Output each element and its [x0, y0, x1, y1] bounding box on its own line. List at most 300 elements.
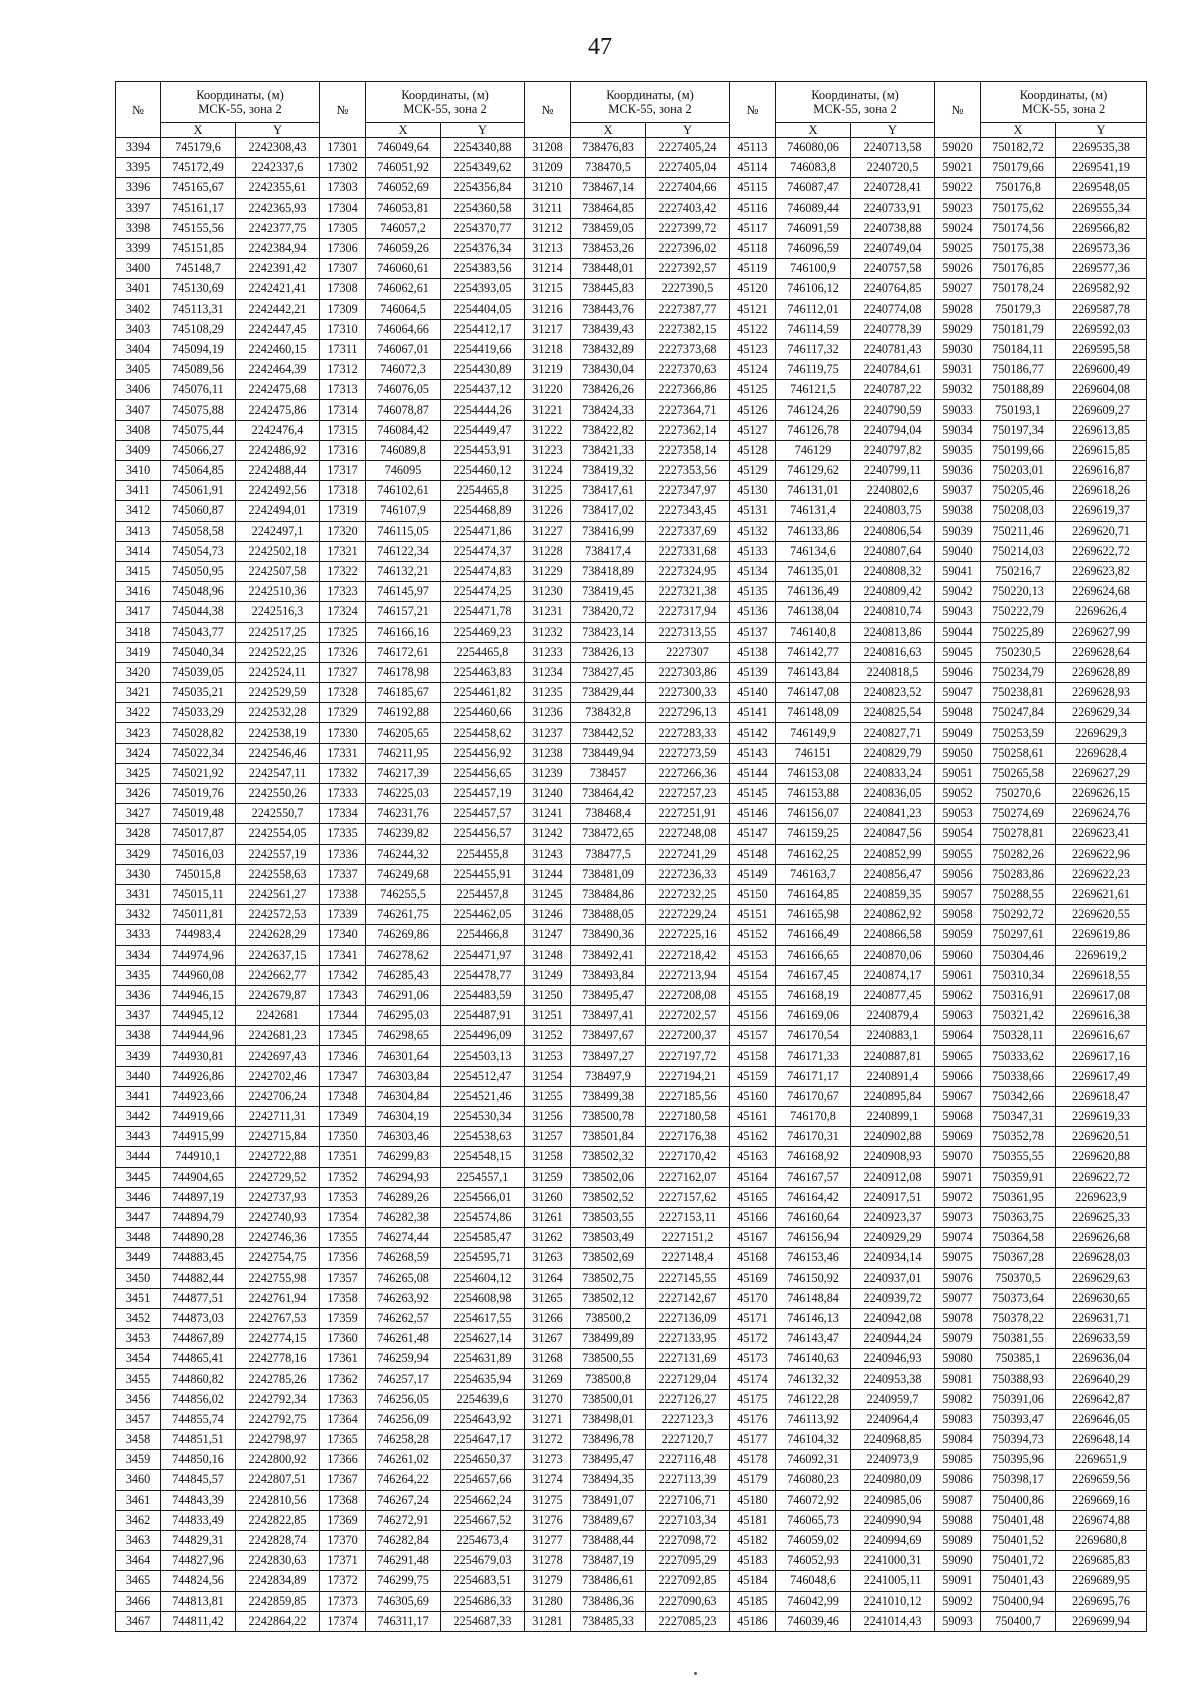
y-coordinate-cell: 2269628,4 [1056, 743, 1147, 763]
y-coordinate-cell: 2254574,86 [441, 1207, 525, 1227]
table-row [116, 1006, 1147, 1026]
x-coordinate-cell: 738500,8 [571, 1369, 646, 1389]
point-number-cell: 17324 [320, 602, 366, 622]
y-coordinate-cell: 2240784,61 [851, 360, 935, 380]
x-coordinate-cell: 738486,36 [571, 1591, 646, 1611]
x-coordinate-cell: 746304,84 [366, 1086, 441, 1106]
point-number-cell: 59056 [935, 864, 981, 884]
y-coordinate-cell: 2254595,71 [441, 1248, 525, 1268]
y-coordinate-cell: 2242492,56 [236, 481, 320, 501]
y-coordinate-cell: 2240944,24 [851, 1329, 935, 1349]
point-number-cell: 31280 [525, 1591, 571, 1611]
x-coordinate-cell: 745050,95 [161, 561, 236, 581]
y-coordinate-cell: 2242421,41 [236, 279, 320, 299]
point-number-cell: 17356 [320, 1248, 366, 1268]
y-coordinate-cell: 2254474,83 [441, 561, 525, 581]
point-number-cell: 17312 [320, 360, 366, 380]
x-coordinate-cell: 746301,64 [366, 1046, 441, 1066]
y-coordinate-cell: 2254393,05 [441, 279, 525, 299]
x-coordinate-cell: 750203,01 [981, 461, 1056, 481]
y-coordinate-cell: 2240823,52 [851, 683, 935, 703]
x-coordinate-cell: 746049,64 [366, 138, 441, 158]
table-row [116, 1248, 1147, 1268]
x-coordinate-cell: 750361,95 [981, 1187, 1056, 1207]
x-coordinate-cell: 745043,77 [161, 622, 236, 642]
point-number-cell: 3398 [116, 218, 161, 238]
table-row [116, 1430, 1147, 1450]
point-number-cell: 31267 [525, 1329, 571, 1349]
point-number-cell: 31210 [525, 178, 571, 198]
y-coordinate-cell: 2269699,94 [1056, 1611, 1147, 1631]
x-coordinate-cell: 750270,6 [981, 784, 1056, 804]
point-number-cell: 45158 [730, 1046, 776, 1066]
table-row [116, 804, 1147, 824]
point-number-cell: 17348 [320, 1086, 366, 1106]
y-coordinate-cell: 2254673,4 [441, 1530, 525, 1550]
y-coordinate-cell: 2240879,4 [851, 1006, 935, 1026]
y-coordinate-cell: 2254557,1 [441, 1167, 525, 1187]
x-coordinate-cell: 746140,8 [776, 622, 851, 642]
point-number-cell: 3432 [116, 905, 161, 925]
point-number-cell: 45129 [730, 461, 776, 481]
x-coordinate-cell: 746169,06 [776, 1006, 851, 1026]
point-number-cell: 17373 [320, 1591, 366, 1611]
y-coordinate-cell: 2242308,43 [236, 138, 320, 158]
x-coordinate-cell: 746160,64 [776, 1207, 851, 1227]
point-number-cell: 45150 [730, 884, 776, 904]
y-coordinate-cell: 2227116,48 [646, 1450, 730, 1470]
point-number-cell: 45147 [730, 824, 776, 844]
point-number-cell: 59050 [935, 743, 981, 763]
x-coordinate-cell: 738502,52 [571, 1187, 646, 1207]
y-coordinate-cell: 2254647,17 [441, 1430, 525, 1450]
x-coordinate-cell: 746136,49 [776, 582, 851, 602]
x-coordinate-cell: 745089,56 [161, 360, 236, 380]
point-number-cell: 31272 [525, 1430, 571, 1450]
point-number-cell: 45138 [730, 642, 776, 662]
x-coordinate-cell: 746053,81 [366, 198, 441, 218]
y-coordinate-cell: 2240908,93 [851, 1147, 935, 1167]
point-number-cell: 17345 [320, 1026, 366, 1046]
y-coordinate-cell: 2269633,59 [1056, 1329, 1147, 1349]
y-coordinate-cell: 2254453,91 [441, 440, 525, 460]
point-number-cell: 3404 [116, 339, 161, 359]
y-coordinate-cell: 2254548,15 [441, 1147, 525, 1167]
y-coordinate-cell: 2240802,6 [851, 481, 935, 501]
x-coordinate-cell: 746269,86 [366, 925, 441, 945]
y-coordinate-cell: 2269627,99 [1056, 622, 1147, 642]
x-coordinate-cell: 745028,82 [161, 723, 236, 743]
x-coordinate-cell: 746205,65 [366, 723, 441, 743]
x-coordinate-cell: 746039,46 [776, 1611, 851, 1631]
x-coordinate-cell: 746112,01 [776, 299, 851, 319]
table-row [116, 400, 1147, 420]
y-coordinate-cell: 2227283,33 [646, 723, 730, 743]
y-coordinate-cell: 2240874,17 [851, 965, 935, 985]
y-coordinate-cell: 2240757,58 [851, 259, 935, 279]
x-coordinate-cell: 746117,32 [776, 339, 851, 359]
header-row-titles [116, 82, 1147, 123]
x-coordinate-cell: 738495,47 [571, 985, 646, 1005]
y-coordinate-cell: 2227229,24 [646, 905, 730, 925]
y-coordinate-cell: 2240825,54 [851, 703, 935, 723]
x-coordinate-cell: 746135,01 [776, 561, 851, 581]
y-coordinate-cell: 2227399,72 [646, 218, 730, 238]
point-number-cell: 3456 [116, 1389, 161, 1409]
coordinates-title: Координаты, (м) [196, 88, 284, 102]
y-coordinate-cell: 2242384,94 [236, 238, 320, 258]
y-coordinate-cell: 2227337,69 [646, 521, 730, 541]
column-header-number: № [935, 82, 981, 138]
point-number-cell: 45130 [730, 481, 776, 501]
point-number-cell: 31258 [525, 1147, 571, 1167]
y-coordinate-cell: 2227145,55 [646, 1268, 730, 1288]
table-row [116, 299, 1147, 319]
point-number-cell: 45127 [730, 420, 776, 440]
point-number-cell: 45162 [730, 1127, 776, 1147]
y-coordinate-cell: 2242538,19 [236, 723, 320, 743]
x-coordinate-cell: 745108,29 [161, 319, 236, 339]
y-coordinate-cell: 2242822,85 [236, 1510, 320, 1530]
x-coordinate-cell: 746091,59 [776, 218, 851, 238]
y-coordinate-cell: 2254465,8 [441, 642, 525, 662]
point-number-cell: 3409 [116, 440, 161, 460]
x-coordinate-cell: 750278,81 [981, 824, 1056, 844]
y-coordinate-cell: 2269617,49 [1056, 1066, 1147, 1086]
y-coordinate-cell: 2254617,55 [441, 1308, 525, 1328]
x-coordinate-cell: 744813,81 [161, 1591, 236, 1611]
y-coordinate-cell: 2242337,6 [236, 158, 320, 178]
y-coordinate-cell: 2242460,15 [236, 339, 320, 359]
y-coordinate-cell: 2240781,43 [851, 339, 935, 359]
x-coordinate-cell: 745155,56 [161, 218, 236, 238]
point-number-cell: 3400 [116, 259, 161, 279]
x-coordinate-cell: 746083,8 [776, 158, 851, 178]
column-header-coordinates [981, 82, 1147, 123]
y-coordinate-cell: 2242681,23 [236, 1026, 320, 1046]
point-number-cell: 31221 [525, 400, 571, 420]
table-row [116, 703, 1147, 723]
point-number-cell: 45118 [730, 238, 776, 258]
point-number-cell: 17358 [320, 1288, 366, 1308]
y-coordinate-cell: 2242702,46 [236, 1066, 320, 1086]
x-coordinate-cell: 746064,66 [366, 319, 441, 339]
x-coordinate-cell: 745039,05 [161, 662, 236, 682]
point-number-cell: 59085 [935, 1450, 981, 1470]
y-coordinate-cell: 2242447,45 [236, 319, 320, 339]
y-coordinate-cell: 2227232,25 [646, 884, 730, 904]
point-number-cell: 45126 [730, 400, 776, 420]
point-number-cell: 31262 [525, 1228, 571, 1248]
x-coordinate-cell: 738429,44 [571, 683, 646, 703]
point-number-cell: 45166 [730, 1207, 776, 1227]
y-coordinate-cell: 2269695,76 [1056, 1591, 1147, 1611]
point-number-cell: 31234 [525, 662, 571, 682]
x-coordinate-cell: 738502,32 [571, 1147, 646, 1167]
point-number-cell: 17367 [320, 1470, 366, 1490]
point-number-cell: 59020 [935, 138, 981, 158]
point-number-cell: 59088 [935, 1510, 981, 1530]
y-coordinate-cell: 2269628,64 [1056, 642, 1147, 662]
column-header-y: Y [646, 123, 730, 138]
point-number-cell: 31244 [525, 864, 571, 884]
table-row [116, 1066, 1147, 1086]
x-coordinate-cell: 745172,49 [161, 158, 236, 178]
x-coordinate-cell: 746059,26 [366, 238, 441, 258]
point-number-cell: 17319 [320, 501, 366, 521]
point-number-cell: 3452 [116, 1308, 161, 1328]
y-coordinate-cell: 2254474,25 [441, 582, 525, 602]
x-coordinate-cell: 745054,73 [161, 541, 236, 561]
point-number-cell: 31264 [525, 1268, 571, 1288]
y-coordinate-cell: 2240818,5 [851, 662, 935, 682]
x-coordinate-cell: 745015,11 [161, 884, 236, 904]
point-number-cell: 31253 [525, 1046, 571, 1066]
x-coordinate-cell: 746122,28 [776, 1389, 851, 1409]
coordinate-system-label: МСК-55, зона 2 [198, 102, 282, 116]
table-row [116, 481, 1147, 501]
x-coordinate-cell: 746299,75 [366, 1571, 441, 1591]
x-coordinate-cell: 750283,86 [981, 864, 1056, 884]
y-coordinate-cell: 2227403,42 [646, 198, 730, 218]
y-coordinate-cell: 2269609,27 [1056, 400, 1147, 420]
y-coordinate-cell: 2227218,42 [646, 945, 730, 965]
point-number-cell: 59024 [935, 218, 981, 238]
point-number-cell: 59093 [935, 1611, 981, 1631]
table-row [116, 1409, 1147, 1429]
y-coordinate-cell: 2227194,21 [646, 1066, 730, 1086]
point-number-cell: 3444 [116, 1147, 161, 1167]
y-coordinate-cell: 2254444,26 [441, 400, 525, 420]
x-coordinate-cell: 746078,87 [366, 400, 441, 420]
y-coordinate-cell: 2227273,59 [646, 743, 730, 763]
y-coordinate-cell: 2240799,11 [851, 461, 935, 481]
point-number-cell: 59071 [935, 1167, 981, 1187]
x-coordinate-cell: 738499,38 [571, 1086, 646, 1106]
x-coordinate-cell: 746132,21 [366, 561, 441, 581]
coordinates-title: Координаты, (м) [1019, 88, 1108, 102]
y-coordinate-cell: 2269630,65 [1056, 1288, 1147, 1308]
header-row-axes [116, 123, 1147, 138]
column-header-coordinates [776, 82, 935, 123]
table-row [116, 602, 1147, 622]
x-coordinate-cell: 738427,45 [571, 662, 646, 682]
x-coordinate-cell: 750186,77 [981, 360, 1056, 380]
point-number-cell: 17337 [320, 864, 366, 884]
x-coordinate-cell: 750370,5 [981, 1268, 1056, 1288]
point-number-cell: 45170 [730, 1288, 776, 1308]
point-number-cell: 31273 [525, 1450, 571, 1470]
y-coordinate-cell: 2240728,41 [851, 178, 935, 198]
y-coordinate-cell: 2240803,75 [851, 501, 935, 521]
x-coordinate-cell: 750288,55 [981, 884, 1056, 904]
point-number-cell: 59077 [935, 1288, 981, 1308]
point-number-cell: 3401 [116, 279, 161, 299]
y-coordinate-cell: 2242807,51 [236, 1470, 320, 1490]
table-row [116, 1490, 1147, 1510]
column-header-x: X [776, 123, 851, 138]
y-coordinate-cell: 2254412,17 [441, 319, 525, 339]
y-coordinate-cell: 2227362,14 [646, 420, 730, 440]
point-number-cell: 17302 [320, 158, 366, 178]
y-coordinate-cell: 2269618,47 [1056, 1086, 1147, 1106]
y-coordinate-cell: 2254456,92 [441, 743, 525, 763]
x-coordinate-cell: 744845,57 [161, 1470, 236, 1490]
y-coordinate-cell: 2254460,12 [441, 461, 525, 481]
y-coordinate-cell: 2240902,88 [851, 1127, 935, 1147]
point-number-cell: 31278 [525, 1551, 571, 1571]
point-number-cell: 17332 [320, 763, 366, 783]
y-coordinate-cell: 2242532,28 [236, 703, 320, 723]
point-number-cell: 59045 [935, 642, 981, 662]
point-number-cell: 31229 [525, 561, 571, 581]
x-coordinate-cell: 738500,78 [571, 1107, 646, 1127]
x-coordinate-cell: 746170,31 [776, 1127, 851, 1147]
y-coordinate-cell: 2240891,4 [851, 1066, 935, 1086]
y-coordinate-cell: 2240833,24 [851, 763, 935, 783]
y-coordinate-cell: 2242550,7 [236, 804, 320, 824]
y-coordinate-cell: 2240856,47 [851, 864, 935, 884]
point-number-cell: 59064 [935, 1026, 981, 1046]
x-coordinate-cell: 745151,85 [161, 238, 236, 258]
x-coordinate-cell: 746257,17 [366, 1369, 441, 1389]
x-coordinate-cell: 746170,54 [776, 1026, 851, 1046]
y-coordinate-cell: 2269680,8 [1056, 1530, 1147, 1550]
point-number-cell: 59023 [935, 198, 981, 218]
y-coordinate-cell: 2254360,58 [441, 198, 525, 218]
point-number-cell: 3424 [116, 743, 161, 763]
x-coordinate-cell: 750391,06 [981, 1389, 1056, 1409]
y-coordinate-cell: 2240934,14 [851, 1248, 935, 1268]
point-number-cell: 59041 [935, 561, 981, 581]
point-number-cell: 31211 [525, 198, 571, 218]
point-number-cell: 59063 [935, 1006, 981, 1026]
point-number-cell: 17339 [320, 905, 366, 925]
y-coordinate-cell: 2227257,23 [646, 784, 730, 804]
x-coordinate-cell: 744877,51 [161, 1288, 236, 1308]
point-number-cell: 17321 [320, 541, 366, 561]
point-number-cell: 3437 [116, 1006, 161, 1026]
point-number-cell: 45145 [730, 784, 776, 804]
x-coordinate-cell: 738453,26 [571, 238, 646, 258]
point-number-cell: 45183 [730, 1551, 776, 1571]
x-coordinate-cell: 750378,22 [981, 1308, 1056, 1328]
x-coordinate-cell: 745179,6 [161, 138, 236, 158]
point-number-cell: 45171 [730, 1308, 776, 1328]
table-row [116, 1510, 1147, 1530]
y-coordinate-cell: 2242792,75 [236, 1409, 320, 1429]
x-coordinate-cell: 750321,42 [981, 1006, 1056, 1026]
table-row [116, 461, 1147, 481]
y-coordinate-cell: 2242554,05 [236, 824, 320, 844]
y-coordinate-cell: 2242740,93 [236, 1207, 320, 1227]
point-number-cell: 31276 [525, 1510, 571, 1530]
coordinate-system-label: МСК-55, зона 2 [1021, 102, 1106, 116]
point-number-cell: 17350 [320, 1127, 366, 1147]
y-coordinate-cell: 2254679,03 [441, 1551, 525, 1571]
point-number-cell: 3441 [116, 1086, 161, 1106]
point-number-cell: 45161 [730, 1107, 776, 1127]
point-number-cell: 59029 [935, 319, 981, 339]
y-coordinate-cell: 2254496,09 [441, 1026, 525, 1046]
y-coordinate-cell: 2254370,77 [441, 218, 525, 238]
point-number-cell: 31212 [525, 218, 571, 238]
y-coordinate-cell: 2254383,56 [441, 259, 525, 279]
table-header [116, 82, 1147, 138]
y-coordinate-cell: 2240912,08 [851, 1167, 935, 1187]
y-coordinate-cell: 2269623,9 [1056, 1187, 1147, 1207]
y-coordinate-cell: 2269548,05 [1056, 178, 1147, 198]
table-row [116, 683, 1147, 703]
x-coordinate-cell: 745019,48 [161, 804, 236, 824]
x-coordinate-cell: 750214,03 [981, 541, 1056, 561]
point-number-cell: 45165 [730, 1187, 776, 1207]
point-number-cell: 3396 [116, 178, 161, 198]
x-coordinate-cell: 745017,87 [161, 824, 236, 844]
point-number-cell: 45181 [730, 1510, 776, 1530]
x-coordinate-cell: 746076,05 [366, 380, 441, 400]
x-coordinate-cell: 750199,66 [981, 440, 1056, 460]
x-coordinate-cell: 746249,68 [366, 864, 441, 884]
table-row [116, 1308, 1147, 1328]
y-coordinate-cell: 2242785,26 [236, 1369, 320, 1389]
coordinates-title: Координаты, (м) [606, 88, 694, 102]
column-header-number: № [116, 82, 161, 138]
x-coordinate-cell: 746072,3 [366, 360, 441, 380]
point-number-cell: 59043 [935, 602, 981, 622]
x-coordinate-cell: 744894,79 [161, 1207, 236, 1227]
x-coordinate-cell: 746156,07 [776, 804, 851, 824]
y-coordinate-cell: 2242662,77 [236, 965, 320, 985]
y-coordinate-cell: 2240841,23 [851, 804, 935, 824]
point-number-cell: 17366 [320, 1450, 366, 1470]
x-coordinate-cell: 746102,61 [366, 481, 441, 501]
point-number-cell: 31249 [525, 965, 571, 985]
point-number-cell: 17308 [320, 279, 366, 299]
point-number-cell: 17311 [320, 339, 366, 359]
y-coordinate-cell: 2254662,24 [441, 1490, 525, 1510]
point-number-cell: 3399 [116, 238, 161, 258]
y-coordinate-cell: 2269616,87 [1056, 461, 1147, 481]
x-coordinate-cell: 745033,29 [161, 703, 236, 723]
x-coordinate-cell: 746153,46 [776, 1248, 851, 1268]
point-number-cell: 59057 [935, 884, 981, 904]
x-coordinate-cell: 746168,92 [776, 1147, 851, 1167]
x-coordinate-cell: 746100,9 [776, 259, 851, 279]
x-coordinate-cell: 746166,16 [366, 622, 441, 642]
point-number-cell: 45177 [730, 1430, 776, 1450]
point-number-cell: 3421 [116, 683, 161, 703]
x-coordinate-cell: 746262,57 [366, 1308, 441, 1328]
y-coordinate-cell: 2269616,38 [1056, 1006, 1147, 1026]
point-number-cell: 3417 [116, 602, 161, 622]
point-number-cell: 3426 [116, 784, 161, 804]
y-coordinate-cell: 2254356,84 [441, 178, 525, 198]
x-coordinate-cell: 738439,43 [571, 319, 646, 339]
x-coordinate-cell: 744882,44 [161, 1268, 236, 1288]
x-coordinate-cell: 738457 [571, 763, 646, 783]
point-number-cell: 31259 [525, 1167, 571, 1187]
y-coordinate-cell: 2254639,6 [441, 1389, 525, 1409]
point-number-cell: 17372 [320, 1571, 366, 1591]
point-number-cell: 17328 [320, 683, 366, 703]
point-number-cell: 31261 [525, 1207, 571, 1227]
point-number-cell: 31209 [525, 158, 571, 178]
point-number-cell: 59073 [935, 1207, 981, 1227]
point-number-cell: 59025 [935, 238, 981, 258]
point-number-cell: 17364 [320, 1409, 366, 1429]
y-coordinate-cell: 2254457,19 [441, 784, 525, 804]
